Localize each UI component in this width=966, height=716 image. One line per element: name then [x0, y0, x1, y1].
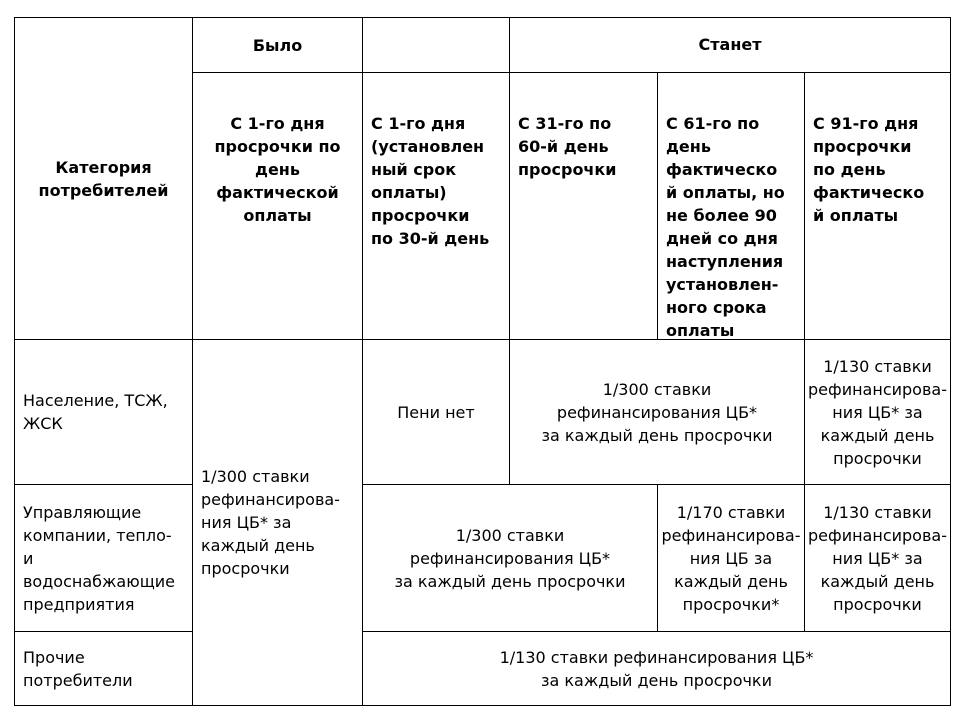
border-right — [950, 17, 951, 706]
cell-management-period4 — [805, 485, 950, 631]
border-was-right-top — [362, 17, 363, 340]
cell-management-period4-text: 1/130 ставки рефинансирова- ния ЦБ* за каждый день просрочки — [808, 502, 947, 614]
header-will-text: Станет — [698, 35, 762, 54]
cell-population-period2-3 — [510, 340, 804, 484]
header-category — [15, 18, 192, 339]
cell-management-period1-2-text: 1/300 ставки рефинансирования ЦБ* за каждый день просрочки — [394, 525, 626, 591]
cell-population-period4-text: 1/130 ставки рефинансирова- ния ЦБ* за каждый день просрочки — [808, 356, 947, 468]
cell-other-all-periods-text: 1/130 ставки рефинансирования ЦБ* за каждый день просрочки — [499, 647, 814, 690]
header-period-2-text: С 31-го по 60-й день просрочки — [518, 114, 617, 179]
header-period-3 — [666, 89, 802, 342]
cell-population-period2-3-text: 1/300 ставки рефинансирования ЦБ* за каждый день просрочки — [541, 379, 773, 445]
border-col3-right-top — [804, 72, 805, 340]
header-was-period-text: С 1-го дня просрочки по день фактической оплаты — [214, 114, 341, 225]
row-label-other — [23, 632, 191, 705]
cell-management-period3-text: 1/170 ставки рефинансирова- ния ЦБ за каждый день просрочки* — [661, 502, 801, 614]
header-was — [193, 18, 362, 72]
row-label-management — [23, 485, 191, 631]
header-period-1 — [371, 89, 507, 250]
row-label-population-text: Население, ТСЖ, ЖСК — [23, 391, 168, 433]
row-label-population — [23, 340, 191, 484]
cell-population-period1-text: Пени нет — [397, 402, 475, 422]
cell-other-all-periods — [363, 632, 950, 705]
border-header-divider — [192, 72, 951, 73]
row-label-other-text: Прочие потребители — [23, 647, 133, 690]
header-will — [510, 33, 950, 56]
cell-population-period4 — [805, 340, 950, 484]
border-col2-right-top — [657, 72, 658, 340]
header-was-period — [193, 89, 362, 227]
cell-was-all-text: 1/300 ставки рефинансирова- ния ЦБ* за каждый день просрочки — [201, 467, 340, 578]
cell-population-period1 — [363, 340, 509, 484]
row-label-management-text: Управляющие компании, тепло- и водоснабжающие предприятия — [23, 502, 175, 614]
border-col1-right-top — [509, 17, 510, 340]
header-period-1-text: С 1-го дня (установлен ный срок оплаты) просрочки по 30-й день — [371, 114, 490, 248]
cell-management-period1-2 — [363, 485, 657, 631]
header-period-3-text: С 61-го по день фактическо й оплаты, но не более 90 дней со дня наступления установлен- ного срока оплаты — [666, 114, 785, 340]
header-period-4-text: С 91-го дня просрочки по день фактическо й оплаты — [813, 114, 925, 225]
cell-management-period3 — [658, 485, 804, 631]
header-was-text: Было — [252, 35, 303, 55]
header-period-2 — [518, 89, 655, 181]
header-category-text: Категория потребителей — [38, 157, 169, 200]
cell-was-all — [201, 340, 361, 705]
header-period-4 — [813, 89, 949, 227]
border-bottom — [14, 705, 951, 706]
